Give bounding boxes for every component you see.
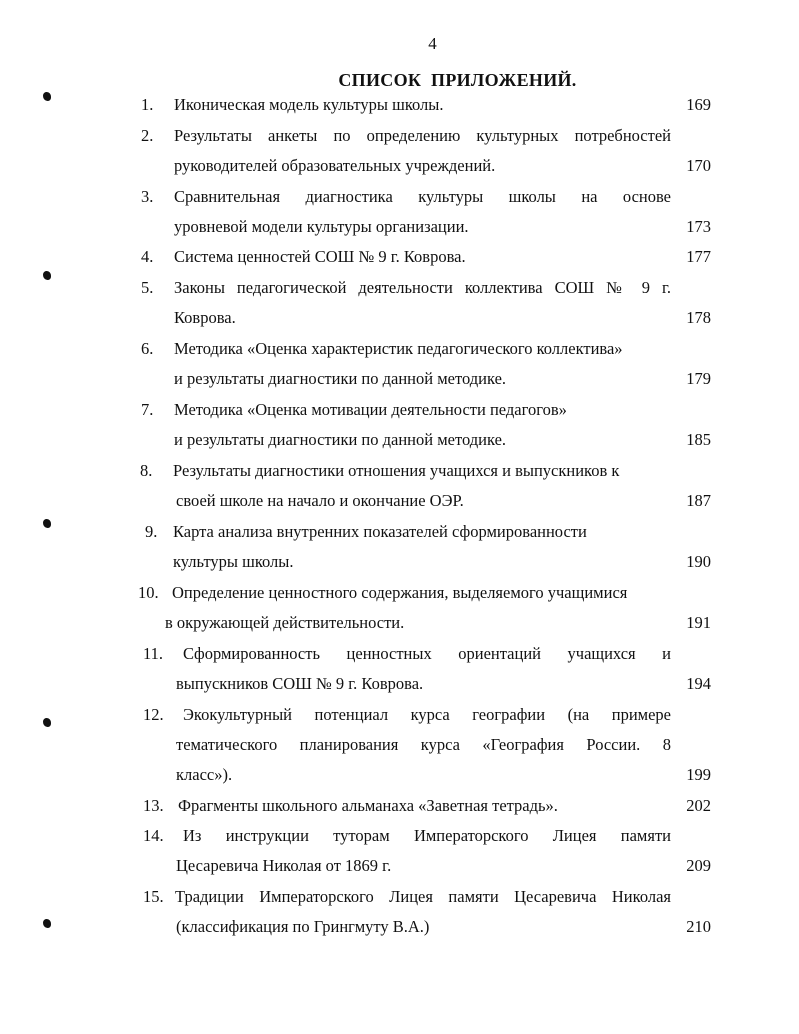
item-number: 3. [141, 187, 154, 206]
item-text: Традиции Императорского Лицея памяти Цесаревича Николая [175, 887, 671, 906]
item-number: 9. [145, 522, 158, 541]
item-text: и результаты диагностики по данной методике. [174, 369, 507, 388]
item-page: 202 [686, 796, 711, 815]
item-number: 2. [141, 126, 154, 145]
item-number: 8. [140, 461, 153, 480]
item-text: класс»). [176, 765, 233, 784]
item-text: (классификация по Грингмуту В.А.) [176, 917, 430, 936]
item-text: Определение ценностного содержания, выделяемого учащимися [172, 583, 628, 602]
scan-mark-icon [43, 718, 51, 727]
item-page: 191 [686, 613, 711, 632]
scan-mark-icon [43, 519, 51, 528]
item-number: 4. [141, 247, 154, 266]
page-number: 4 [428, 34, 437, 53]
item-text: Цесаревича Николая от 1869 г. [176, 856, 392, 875]
item-page: 194 [686, 674, 711, 693]
item-page: 177 [686, 247, 711, 266]
item-text: Результаты анкеты по определению культурных потребностей [174, 126, 671, 145]
item-text: Результаты диагностики отношения учащихся и выпускников к [173, 461, 620, 480]
item-page: 179 [686, 369, 711, 388]
item-page: 209 [686, 856, 711, 875]
item-page: 190 [686, 552, 711, 571]
item-text: Коврова. [174, 308, 236, 327]
item-page: 173 [686, 217, 711, 236]
item-text: Законы педагогической деятельности коллектива СОШ № 9 г. [174, 278, 671, 297]
item-number: 5. [141, 278, 154, 297]
item-number: 10. [138, 583, 159, 602]
item-number: 7. [141, 400, 154, 419]
item-text: уровневой модели культуры организации. [174, 217, 469, 236]
item-text: руководителей образовательных учреждений. [174, 156, 496, 175]
item-page: 178 [686, 308, 711, 327]
item-page: 169 [686, 95, 711, 114]
scan-mark-icon [43, 92, 51, 101]
item-number: 13. [143, 796, 164, 815]
item-text: Иконическая модель культуры школы. [174, 95, 444, 114]
scan-mark-icon [43, 271, 51, 280]
item-text: Сформированность ценностных ориентаций учащихся и [183, 644, 671, 663]
item-text: Фрагменты школьного альманаха «Заветная тетрадь». [178, 796, 558, 815]
item-number: 6. [141, 339, 154, 358]
item-text: выпускников СОШ № 9 г. Коврова. [176, 674, 424, 693]
item-text: и результаты диагностики по данной методике. [174, 430, 507, 449]
item-text: культуры школы. [173, 552, 294, 571]
item-page: 187 [686, 491, 711, 510]
item-text: в окружающей действительности. [165, 613, 405, 632]
item-page: 185 [686, 430, 711, 449]
item-text: Экокультурный потенциал курса географии (на примере [183, 705, 671, 724]
item-text: Методика «Оценка мотивации деятельности педагогов» [174, 400, 567, 419]
item-page: 170 [686, 156, 711, 175]
item-number: 15. [143, 887, 164, 906]
page-title: СПИСОК ПРИЛОЖЕНИЙ. [338, 70, 577, 90]
item-number: 12. [143, 705, 164, 724]
item-text: тематического планирования курса «География России. 8 [176, 735, 671, 754]
scan-mark-icon [43, 919, 51, 928]
item-number: 11. [143, 644, 164, 663]
item-text: своей школе на начало и окончание ОЭР. [176, 491, 464, 510]
item-text: Сравнительная диагностика культуры школы на основе [174, 187, 671, 206]
item-page: 210 [686, 917, 711, 936]
item-number: 1. [141, 95, 154, 114]
item-text: Карта анализа внутренних показателей сформированности [173, 522, 587, 541]
item-text: Система ценностей СОШ № 9 г. Коврова. [174, 247, 466, 266]
item-number: 14. [143, 826, 164, 845]
item-text: Методика «Оценка характеристик педагогического коллектива» [174, 339, 623, 358]
item-page: 199 [686, 765, 711, 784]
item-text: Из инструкции туторам Императорского Лицея памяти [183, 826, 671, 845]
